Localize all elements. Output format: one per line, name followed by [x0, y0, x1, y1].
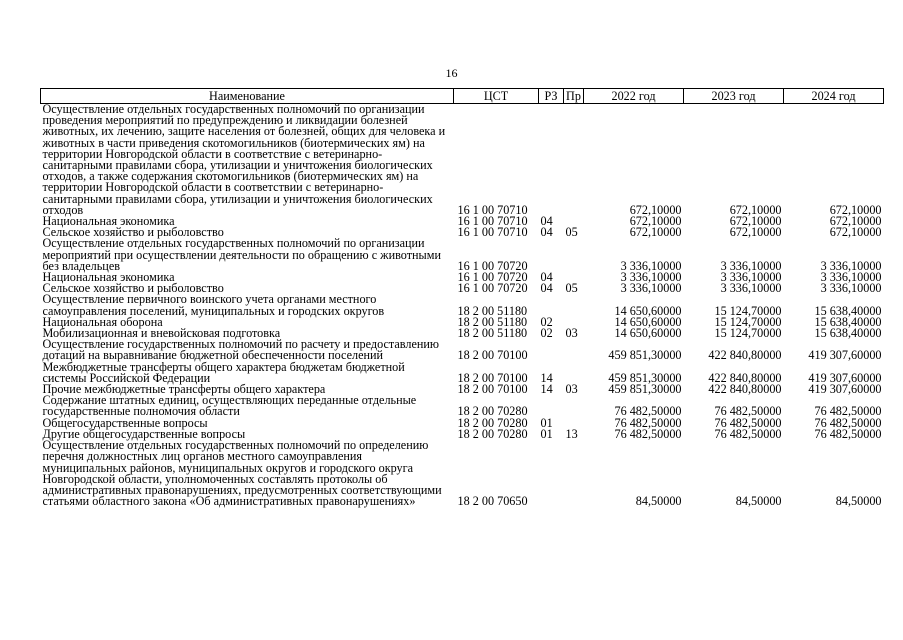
row-value-2024: 84,50000: [835, 494, 882, 509]
row-value-2023: 15 124,70000: [714, 326, 782, 341]
row-value-2023: 672,10000: [729, 225, 782, 240]
row-value-2024: 76 482,50000: [814, 404, 882, 419]
row-value-2024: 76 482,50000: [814, 426, 882, 441]
row-value-2023: 672,10000: [729, 202, 782, 217]
row-value-2022: 672,10000: [629, 202, 682, 217]
row-pr: [564, 104, 584, 217]
row-value-2024: 3 336,10000: [820, 281, 882, 296]
row-cst: 18 2 00 51180: [457, 303, 528, 318]
row-value-2024: 15 638,40000: [814, 303, 882, 318]
row-value-2024: 672,10000: [829, 225, 882, 240]
row-rz: 02: [540, 314, 553, 329]
row-pr: [564, 395, 584, 417]
row-name: Прочие межбюджетные трансферты общего характера: [42, 382, 326, 397]
row-cst: 16 1 00 70710: [457, 202, 528, 217]
row-rz: 01: [540, 426, 553, 441]
row-pr: [564, 362, 584, 384]
row-rz: [539, 238, 564, 272]
row-name: Осуществление отдельных государственных полномочий по организации проведения мероприятий по предупреждению и ликвидации болезней животных, их лечению, защите населения от болезней, общих для человека и животных в части приведения скотомогильников (биотермических ям) на территории Новгородской области в соответствие с ветеринарно-санитарными правилами сбора, утилизации и уничтожения биологических отходов, а также содержания скотомогильников (биотермических ям) на территории Новгородской области в соответствии с ветеринарно-санитарными правилами сбора, утилизации и уничтожения биологических отходов: [42, 102, 446, 217]
row-value-2022: 84,50000: [635, 494, 682, 509]
row-value-2024: 672,10000: [829, 202, 882, 217]
row-value-2022: 76 482,50000: [614, 415, 682, 430]
row-value-2023: 76 482,50000: [714, 404, 782, 419]
row-cst: 18 2 00 70100: [457, 382, 528, 397]
row-value-2024: 15 638,40000: [814, 326, 882, 341]
row-name: Другие общегосударственные вопросы: [42, 426, 246, 441]
row-cst: 18 2 00 70650: [457, 494, 528, 509]
row-cst: 16 1 00 70710: [457, 214, 528, 229]
row-value-2023: 76 482,50000: [714, 415, 782, 430]
row-value-2024: 419 307,60000: [808, 370, 882, 385]
row-name: Мобилизационная и вневойсковая подготовка: [42, 326, 281, 341]
row-value-2023: 422 840,80000: [708, 382, 782, 397]
row-cst: 16 1 00 70710: [457, 225, 528, 240]
table-row: [41, 294, 884, 316]
row-rz: [539, 104, 564, 217]
row-cst: 18 2 00 70280: [457, 426, 528, 441]
row-value-2024: 15 638,40000: [814, 314, 882, 329]
row-value-2023: 672,10000: [729, 214, 782, 229]
row-value-2022: 14 650,60000: [614, 326, 682, 341]
table-row: [41, 395, 884, 417]
row-value-2024: 3 336,10000: [820, 258, 882, 273]
row-value-2023: 422 840,80000: [708, 348, 782, 363]
row-name: Сельское хозяйство и рыболовство: [42, 281, 224, 296]
row-rz: 02: [540, 326, 553, 341]
row-pr: 05: [565, 225, 578, 240]
row-value-2023: 15 124,70000: [714, 314, 782, 329]
table-row: [41, 238, 884, 272]
row-rz: 14: [540, 382, 553, 397]
row-value-2024: 672,10000: [829, 214, 882, 229]
row-pr: [564, 294, 584, 316]
table-row: [41, 440, 884, 507]
row-cst: 18 2 00 51180: [457, 326, 528, 341]
row-rz: [539, 294, 564, 316]
row-rz: [539, 440, 564, 507]
row-value-2022: 672,10000: [629, 214, 682, 229]
row-rz: [539, 395, 564, 417]
row-cst: 16 1 00 70720: [457, 258, 528, 273]
row-name: Общегосударственные вопросы: [42, 415, 208, 430]
row-pr: 03: [565, 326, 578, 341]
header-pr: Пр: [564, 89, 584, 104]
row-cst: 18 2 00 70100: [457, 370, 528, 385]
row-cst: 18 2 00 70100: [457, 348, 528, 363]
row-name: Национальная оборона: [42, 314, 163, 329]
row-value-2023: 15 124,70000: [714, 303, 782, 318]
row-value-2023: 84,50000: [735, 494, 782, 509]
row-value-2023: 3 336,10000: [720, 258, 782, 273]
table-body: [41, 104, 884, 508]
row-name: Национальная экономика: [42, 214, 175, 229]
row-value-2022: 459 851,30000: [608, 348, 682, 363]
row-rz: 14: [540, 370, 553, 385]
row-value-2024: 419 307,60000: [808, 348, 882, 363]
row-value-2023: 3 336,10000: [720, 270, 782, 285]
table-row: [41, 104, 884, 217]
row-value-2024: 419 307,60000: [808, 382, 882, 397]
row-value-2022: 3 336,10000: [620, 270, 682, 285]
row-rz: [539, 339, 564, 361]
header-2022: 2022 год: [584, 89, 684, 104]
row-value-2022: 3 336,10000: [620, 258, 682, 273]
table-row: [41, 339, 884, 361]
row-rz: 04: [540, 225, 553, 240]
table-row: [41, 362, 884, 384]
row-value-2022: 14 650,60000: [614, 303, 682, 318]
row-value-2022: 76 482,50000: [614, 404, 682, 419]
row-value-2023: 76 482,50000: [714, 426, 782, 441]
row-rz: 04: [540, 281, 553, 296]
row-pr: [564, 440, 584, 507]
row-name: Национальная экономика: [42, 270, 175, 285]
row-cst: 18 2 00 70280: [457, 404, 528, 419]
row-pr: 05: [565, 281, 578, 296]
row-cst: 18 2 00 51180: [457, 314, 528, 329]
row-value-2023: 422 840,80000: [708, 370, 782, 385]
row-value-2022: 672,10000: [629, 225, 682, 240]
header-2024: 2024 год: [784, 89, 884, 104]
header-2023: 2023 год: [684, 89, 784, 104]
row-pr: [564, 238, 584, 272]
row-rz: 04: [540, 270, 553, 285]
row-pr: 13: [565, 426, 578, 441]
row-cst: 18 2 00 70280: [457, 415, 528, 430]
row-name: Осуществление отдельных государственных полномочий по определению перечня должностных лиц органов местного самоуправления муниципальных районов, муниципальных округов и городского округа Новгородской области, уполномоченных составлять протоколы об административных правонарушениях, предусмотренных соответствующими статьями областного закона «Об административных правонарушениях»: [42, 438, 442, 509]
row-pr: [564, 339, 584, 361]
header-cst: ЦСТ: [454, 89, 539, 104]
row-value-2022: 459 851,30000: [608, 370, 682, 385]
row-value-2024: 3 336,10000: [820, 270, 882, 285]
row-cst: 16 1 00 70720: [457, 270, 528, 285]
header-name: Наименование: [41, 89, 454, 104]
row-rz: 01: [540, 415, 553, 430]
row-value-2023: 3 336,10000: [720, 281, 782, 296]
row-name: Осуществление первичного воинского учета органами местного самоуправления поселений, муниципальных и городских округов: [42, 292, 385, 318]
header-rz: РЗ: [539, 89, 564, 104]
row-name: Межбюджетные трансферты общего характера бюджетам бюджетной системы Российской Федерации: [42, 359, 405, 385]
row-pr: 03: [565, 382, 578, 397]
row-value-2022: 76 482,50000: [614, 426, 682, 441]
row-name: Осуществление отдельных государственных полномочий по организации мероприятий при осуществлении деятельности по обращению с животными без владельцев: [42, 236, 441, 273]
row-name: Осуществление государственных полномочий по расчету и предоставлению дотаций на выравнивание бюджетной обеспеченности поселений: [42, 337, 440, 363]
row-value-2022: 14 650,60000: [614, 314, 682, 329]
budget-table: [40, 88, 884, 507]
page-number: 16: [445, 66, 458, 80]
row-value-2022: 459 851,30000: [608, 382, 682, 397]
row-value-2024: 76 482,50000: [814, 415, 882, 430]
row-name: Содержание штатных единиц, осуществляющих переданные отдельные государственные полномочия области: [42, 393, 417, 419]
row-value-2022: 3 336,10000: [620, 281, 682, 296]
row-cst: 16 1 00 70720: [457, 281, 528, 296]
row-rz: 04: [540, 214, 553, 229]
row-name: Сельское хозяйство и рыболовство: [42, 225, 224, 240]
